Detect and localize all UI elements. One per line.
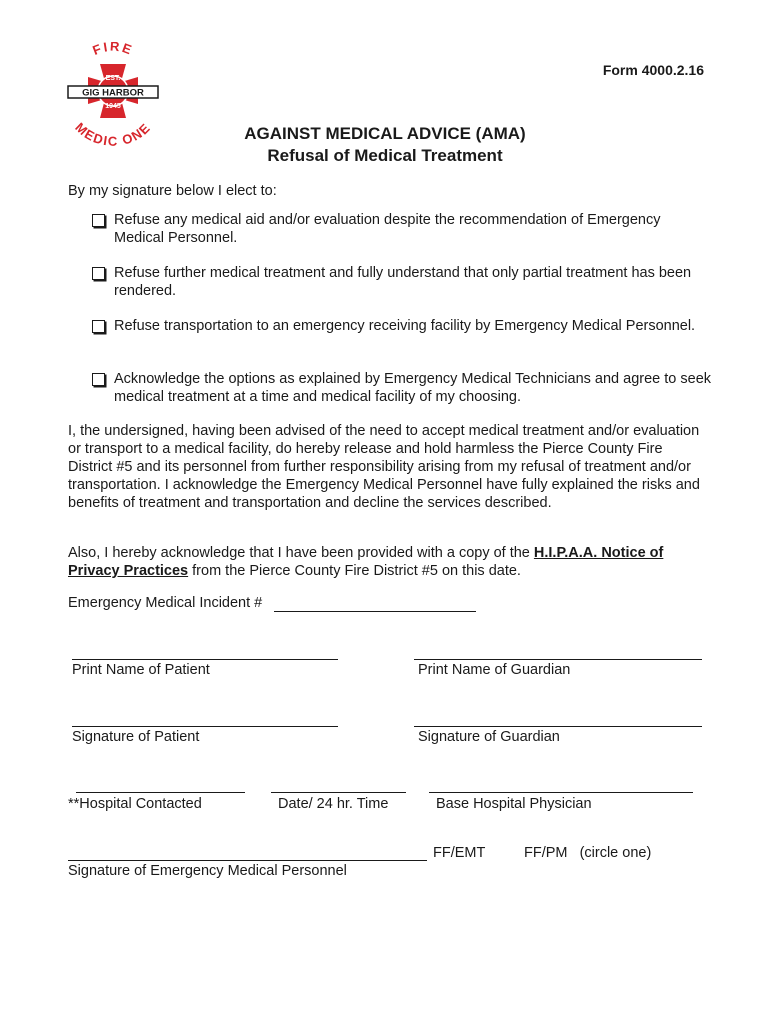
signature-patient-field[interactable] [72,726,338,727]
option-refuse-aid[interactable] [92,211,712,247]
form-subtitle: Refusal of Medical Treatment [267,146,503,165]
checkbox-icon[interactable] [92,373,105,386]
option-text: Refuse further medical treatment and fully understand that only partial treatment has been rendered. [114,265,692,299]
checkbox-icon[interactable] [92,320,105,333]
option-acknowledge-options[interactable] [92,370,712,406]
hipaa-paragraph [68,544,708,580]
base-physician-field[interactable] [429,792,693,793]
form-title: AGAINST MEDICAL ADVICE (AMA) [244,124,526,143]
svg-text:FIRE [91,42,136,58]
gig-harbor-fire-medic-one-logo [58,42,168,162]
logo-bottom-text: MEDIC ONE [72,119,154,149]
maltese-cross-emblem [58,42,168,162]
incident-label: Emergency Medical Incident # [68,595,263,611]
print-name-patient-label: Print Name of Patient [72,662,210,678]
ff-pm-option[interactable]: FF/PM (circle one) [524,845,652,861]
hipaa-notice-link: H.I.P.A.A. Notice of Privacy Practices [68,545,664,579]
intro-text: By my signature below I elect to: [68,183,277,199]
signature-patient-label: Signature of Patient [72,729,200,745]
logo-name: GIG HARBOR [82,87,144,99]
hospital-contacted-label: **Hospital Contacted [68,796,202,812]
option-text: Refuse transportation to an emergency receiving facility by Emergency Medical Personnel. [114,318,696,334]
hospital-contacted-field[interactable] [76,792,245,793]
option-text: Acknowledge the options as explained by Emergency Medical Technicians and agree to seek medical treatment at a time and medical facility of my choosing. [114,371,712,405]
release-paragraph: I, the undersigned, having been advised of the need to accept medical treatment and/or evaluation or transport to a medical facility, do hereby release and hold harmless the Pierce County Fire District #5 and its personnel from further responsibility arising from my refusal of treatment and/or transportation. I acknowledge the Emergency Medical Personnel have fully explained the risks and benefits of treatment and transportation and decline the services described. [68,423,700,511]
checkbox-icon[interactable] [92,267,105,280]
print-name-guardian-field[interactable] [414,659,702,660]
incident-number-field[interactable] [274,611,476,612]
logo-top-text: FIRE [90,42,136,58]
option-refuse-further-treatment[interactable] [92,264,712,300]
print-name-guardian-label: Print Name of Guardian [418,662,571,678]
date-time-field[interactable] [271,792,406,793]
logo-year: 1945 [105,103,121,110]
signature-ems-field[interactable] [68,860,427,861]
form-number: Form 4000.2.16 [602,62,704,78]
signature-guardian-label: Signature of Guardian [418,729,560,745]
ff-emt-option[interactable]: FF/EMT [433,845,486,861]
base-physician-label: Base Hospital Physician [436,796,592,812]
signature-ems-label: Signature of Emergency Medical Personnel [68,863,347,879]
option-refuse-transportation[interactable] [92,317,712,335]
date-time-label: Date/ 24 hr. Time [278,796,389,812]
print-name-patient-field[interactable] [72,659,338,660]
signature-guardian-field[interactable] [414,726,702,727]
hipaa-after: from the Pierce County Fire District #5 on this date. [188,563,521,579]
checkbox-icon[interactable] [92,214,105,227]
hipaa-before: Also, I hereby acknowledge that I have been provided with a copy of the [68,545,534,561]
logo-est: EST. [105,75,121,82]
option-text: Refuse any medical aid and/or evaluation despite the recommendation of Emergency Medical Personnel. [114,212,661,246]
